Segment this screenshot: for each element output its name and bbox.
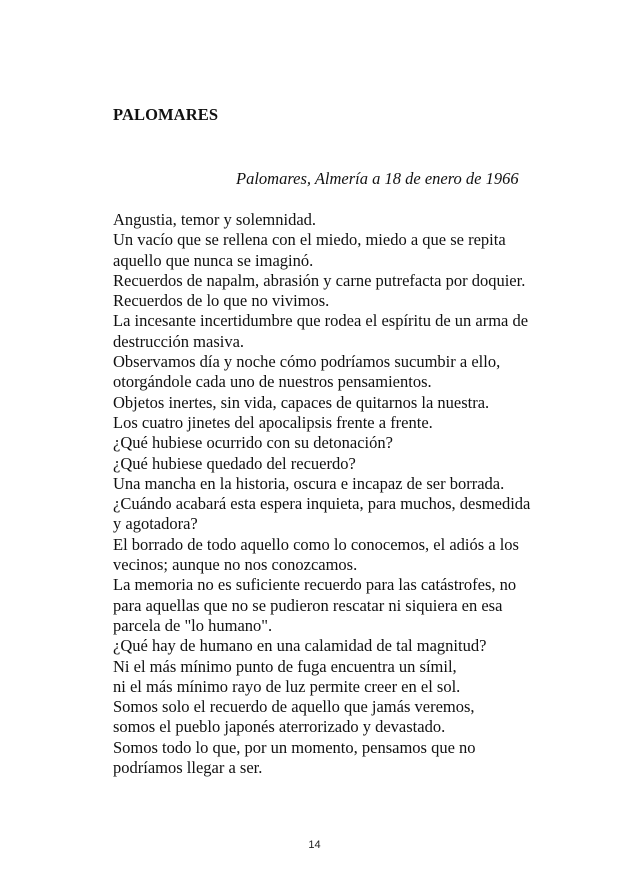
poem-line: Somos solo el recuerdo de aquello que jamás veremos, — [113, 697, 475, 717]
poem-line: ¿Qué hubiese ocurrido con su detonación? — [113, 433, 393, 453]
poem-line: podríamos llegar a ser. — [113, 758, 263, 778]
poem-line: La incesante incertidumbre que rodea el espíritu de un arma de — [113, 311, 529, 331]
poem-line: El borrado de todo aquello como lo conocemos, el adiós a los — [113, 534, 519, 554]
poem-line: Recuerdos de lo que no vivimos. — [113, 291, 330, 311]
poem-line: somos el pueblo japonés aterrorizado y devastado. — [113, 717, 446, 737]
poem-line: vecinos; aunque no nos conozcamos. — [113, 555, 358, 575]
poem-line: ¿Cuándo acabará esta espera inquieta, para muchos, desmedida — [113, 494, 531, 514]
poem-line: Una mancha en la historia, oscura e incapaz de ser borrada. — [113, 473, 505, 493]
poem-line: La memoria no es suficiente recuerdo para las catástrofes, no — [113, 575, 517, 595]
poem-line: ni el más mínimo rayo de luz permite creer en el sol. — [113, 676, 461, 696]
poem-line: parcela de "lo humano". — [113, 615, 273, 635]
poem-line: para aquellas que no se pudieron rescatar ni siquiera en esa — [113, 595, 503, 615]
poem-line: destrucción masiva. — [113, 331, 245, 351]
poem-line: Ni el más mínimo punto de fuga encuentra un símil, — [113, 656, 457, 676]
poem-line: ¿Qué hay de humano en una calamidad de tal magnitud? — [113, 636, 487, 656]
poem-line: ¿Qué hubiese quedado del recuerdo? — [113, 453, 356, 473]
poem-body — [113, 210, 583, 778]
page-number: 14 — [308, 839, 321, 851]
poem-line: Angustia, temor y solemnidad. — [113, 210, 317, 229]
poem-title: PALOMARES — [113, 105, 219, 124]
poem-line: Observamos día y noche cómo podríamos sucumbir a ello, — [113, 352, 501, 372]
dateline: Palomares, Almería a 18 de enero de 1966 — [236, 169, 519, 188]
poem-line: Objetos inertes, sin vida, capaces de quitarnos la nuestra. — [113, 392, 490, 412]
poem-line: otorgándole cada uno de nuestros pensamientos. — [113, 372, 432, 392]
poem-line: Un vacío que se rellena con el miedo, miedo a que se repita — [113, 230, 506, 250]
poem-line: aquello que nunca se imaginó. — [113, 250, 314, 270]
poem-line: Recuerdos de napalm, abrasión y carne putrefacta por doquier. — [113, 270, 526, 290]
poem-line: Los cuatro jinetes del apocalipsis frente a frente. — [113, 412, 433, 432]
poem-line: Somos todo lo que, por un momento, pensamos que no — [113, 737, 476, 757]
poem-line: y agotadora? — [113, 514, 198, 534]
